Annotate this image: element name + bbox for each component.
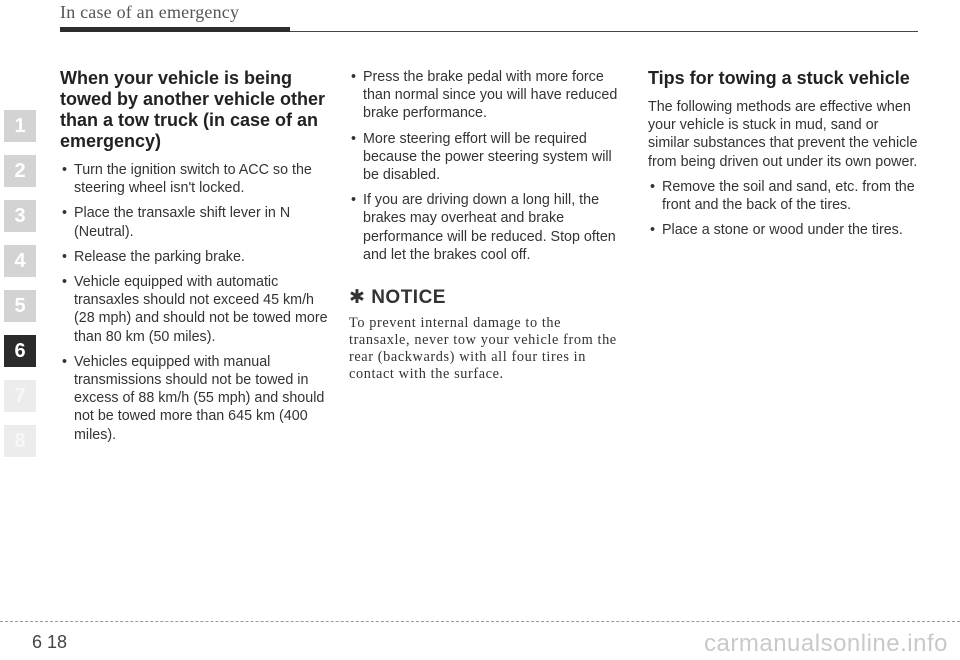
column-towing-by-vehicle (60, 68, 334, 451)
list-item: • More steering effort will be required because the power steering system will be disabled. (349, 130, 623, 185)
list-item: • Vehicles equipped with manual transmissions should not be towed in excess of 88 km/h (55 mph) and should not be towed more than 645 km (400 miles). (60, 353, 334, 444)
towing-steps (60, 161, 334, 444)
header-bar (60, 27, 290, 32)
chapter-tab-4[interactable]: 4 (4, 245, 36, 277)
list-item: • Press the brake pedal with more force than normal since you will have reduced brake performance. (349, 68, 623, 123)
header-rule (290, 31, 918, 32)
column-towing-cautions (349, 68, 623, 383)
stuck-vehicle-tips (648, 178, 920, 240)
caution-list (349, 68, 623, 264)
column-stuck-vehicle (648, 68, 920, 246)
chapter-tab-3[interactable]: 3 (4, 200, 36, 232)
section-title: In case of an emergency (60, 2, 240, 22)
chapter-tab-2[interactable]: 2 (4, 155, 36, 187)
chapter-tab-7[interactable]: 7 (4, 380, 36, 412)
page-number: 6 18 (32, 632, 68, 652)
watermark: carmanualsonline.info (704, 630, 948, 657)
notice-title: ✱ NOTICE (349, 287, 446, 309)
chapter-tabs (4, 110, 40, 470)
chapter-tab-8[interactable]: 8 (4, 425, 36, 457)
chapter-tab-5[interactable]: 5 (4, 290, 36, 322)
footer-rule (0, 621, 960, 622)
towing-heading: When your vehicle is being towed by another vehicle other than a tow truck (in case of an emergency) (60, 68, 326, 151)
list-item: • Remove the soil and sand, etc. from the front and the back of the tires. (648, 178, 920, 214)
list-item: • Vehicle equipped with automatic transaxles should not exceed 45 km/h (28 mph) and should not be towed more than 80 km (50 miles). (60, 273, 334, 346)
list-item: • If you are driving down a long hill, the brakes may overheat and brake performance will be reduced. Stop often and let the brakes cool off. (349, 191, 623, 264)
notice-body: To prevent internal damage to the transaxle, never tow your vehicle from the rear (backwards) with all four tires in contact with the surface. (349, 315, 617, 383)
list-item: • Release the parking brake. (60, 248, 334, 266)
list-item: • Turn the ignition switch to ACC so the steering wheel isn't locked. (60, 161, 334, 197)
chapter-tab-1[interactable]: 1 (4, 110, 36, 142)
list-item: • Place a stone or wood under the tires. (648, 221, 920, 239)
chapter-tab-6[interactable]: 6 (4, 335, 36, 367)
list-item: • Place the transaxle shift lever in N (Neutral). (60, 204, 334, 240)
stuck-vehicle-heading: Tips for towing a stuck vehicle (648, 68, 910, 88)
stuck-vehicle-intro: The following methods are effective when your vehicle is stuck in mud, sand or similar substances that prevent the vehicle from being driven out under its own power. (648, 99, 918, 170)
